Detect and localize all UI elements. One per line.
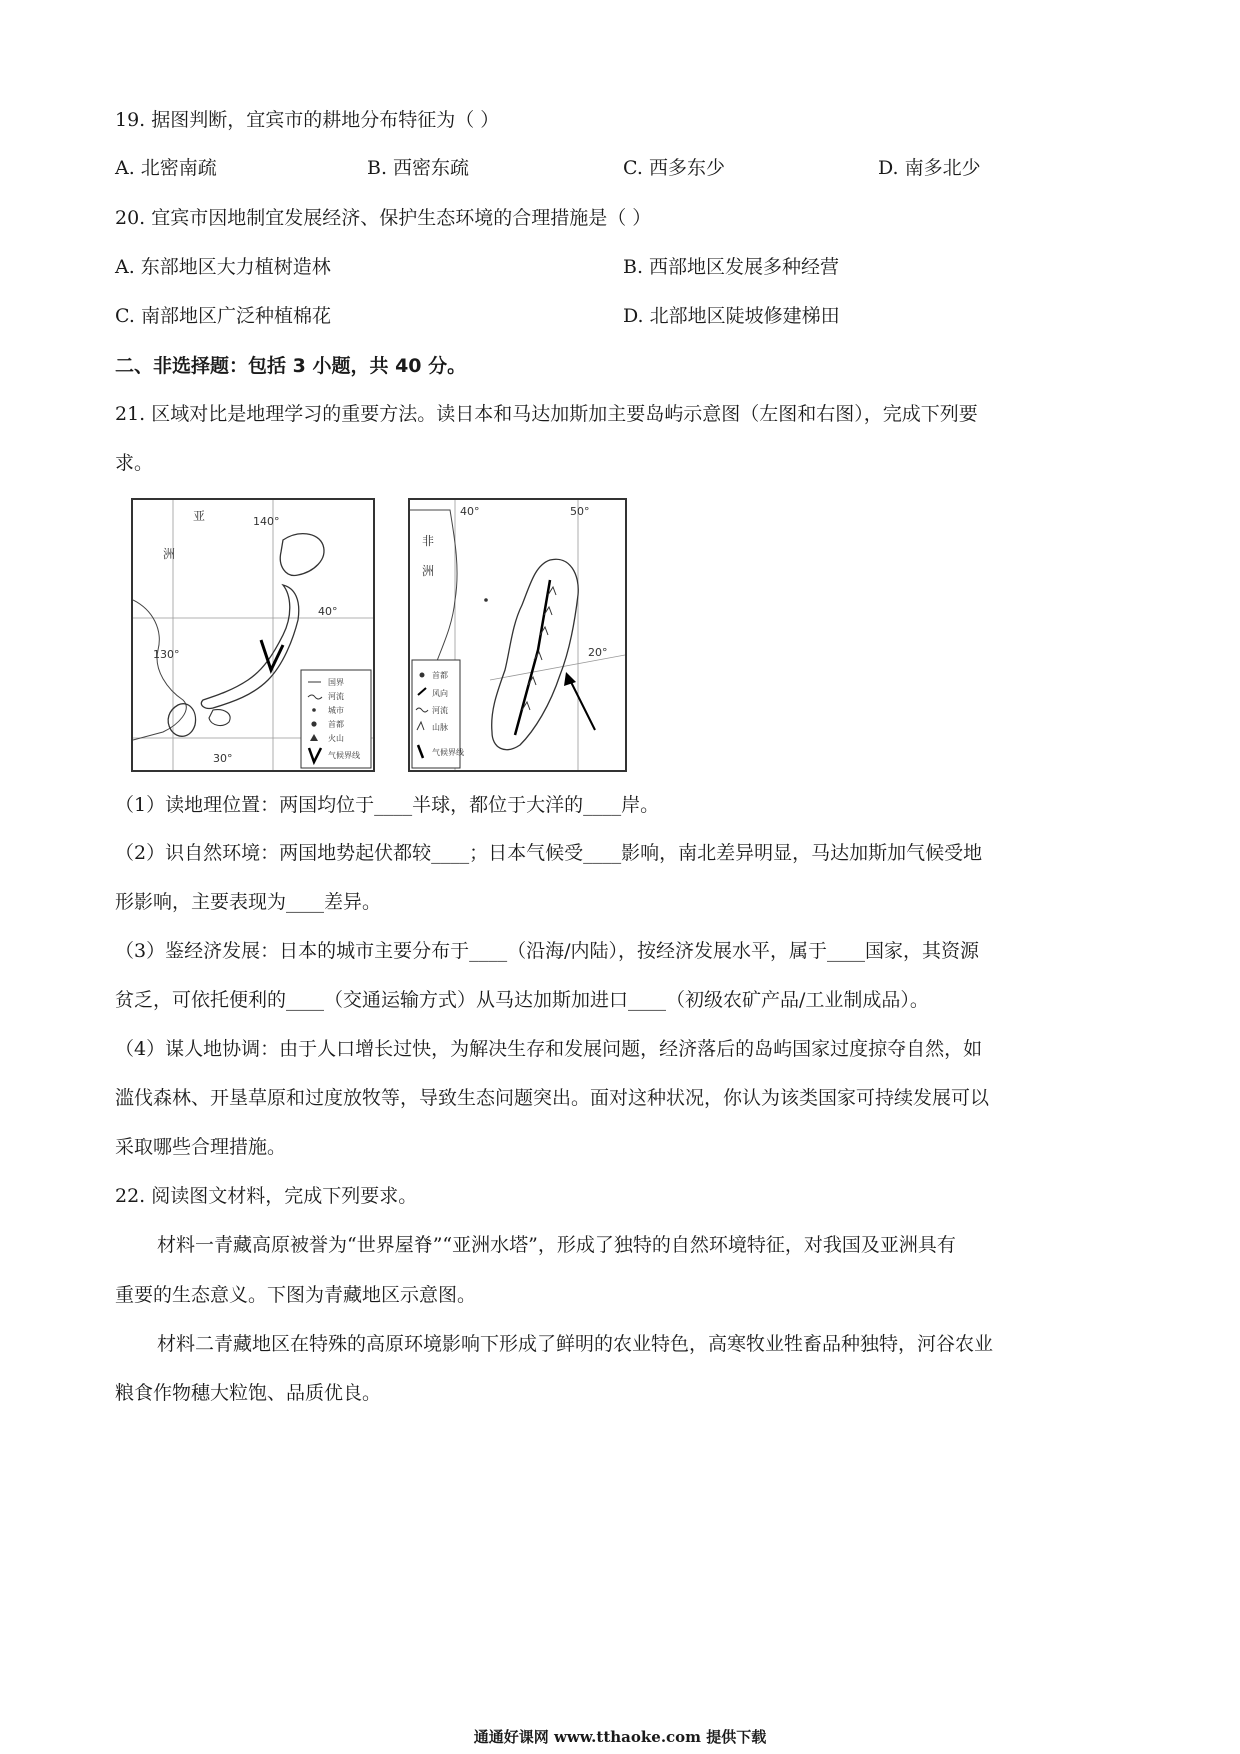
legend-border: 国界 bbox=[328, 678, 344, 687]
q20-option-b: B. 西部地区发展多种经营 bbox=[623, 256, 840, 278]
q21-part-4: （4）谋人地协调：由于人口增长过快，为解决生存和发展问题，经济落后的岛屿国家过度掠夺自然，如 bbox=[115, 1038, 983, 1060]
map-label-asia-1: 亚 bbox=[193, 509, 206, 523]
q22-material-1: 材料一青藏高原被誉为“世界屋脊”“亚洲水塔”，形成了独特的自然环境特征，对我国及亚洲具有 bbox=[157, 1234, 956, 1256]
japan-map bbox=[131, 498, 375, 772]
q20-stem: 20. 宜宾市因地制宜发展经济、保护生态环境的合理措施是（ ） bbox=[115, 207, 652, 229]
q19-stem: 19. 据图判断，宜宾市的耕地分布特征为（ ） bbox=[115, 109, 500, 131]
q21-part-4-cont2: 采取哪些合理措施。 bbox=[115, 1136, 287, 1158]
q22-material-2-cont: 粮食作物穗大粒饱、品质优良。 bbox=[115, 1382, 382, 1404]
legend-climate-line: 气候界线 bbox=[432, 748, 464, 757]
map-label-130: 130° bbox=[153, 648, 180, 661]
map-label-africa-1: 非 bbox=[422, 534, 435, 548]
map-label-asia-2: 洲 bbox=[163, 547, 176, 561]
legend-volcano: 火山 bbox=[328, 734, 344, 743]
map-label-50: 50° bbox=[570, 505, 590, 518]
legend-mountain: 山脉 bbox=[432, 723, 448, 732]
map-label-30: 30° bbox=[213, 752, 233, 765]
q22-stem: 22. 阅读图文材料，完成下列要求。 bbox=[115, 1185, 418, 1207]
q20-option-c: C. 南部地区广泛种植棉花 bbox=[115, 305, 331, 327]
map-label-40: 40° bbox=[318, 605, 338, 618]
map-label-40: 40° bbox=[460, 505, 480, 518]
q20-option-a: A. 东部地区大力植树造林 bbox=[115, 256, 331, 278]
q19-option-c: C. 西多东少 bbox=[623, 157, 725, 179]
q19-option-d: D. 南多北少 bbox=[878, 157, 981, 179]
q21-part-4-cont: 滥伐森林、开垦草原和过度放牧等，导致生态问题突出。面对这种状况，你认为该类国家可持续发展可以 bbox=[115, 1087, 990, 1109]
q21-part-2-cont: 形影响，主要表现为____差异。 bbox=[115, 891, 382, 913]
map-label-africa-2: 洲 bbox=[422, 564, 435, 578]
q21-stem: 21. 区域对比是地理学习的重要方法。读日本和马达加斯加主要岛屿示意图（左图和右图），完成下列要 bbox=[115, 403, 978, 425]
legend-climate-line: 气候界线 bbox=[328, 751, 360, 760]
q22-material-1-cont: 重要的生态意义。下图为青藏地区示意图。 bbox=[115, 1284, 477, 1306]
madagascar-map bbox=[408, 498, 627, 772]
q22-material-2: 材料二青藏地区在特殊的高原环境影响下形成了鲜明的农业特色，高寒牧业牲畜品种独特，河谷农业 bbox=[157, 1333, 994, 1355]
legend-city: 城市 bbox=[328, 706, 344, 715]
q21-part-3: （3）鉴经济发展：日本的城市主要分布于____（沿海/内陆），按经济发展水平，属于____国家，其资源 bbox=[115, 940, 979, 962]
q21-part-2: （2）识自然环境：两国地势起伏都较____；日本气候受____影响，南北差异明显，马达加斯加气候受地 bbox=[115, 842, 983, 864]
page-footer: 通通好课网 www.tthaoke.com 提供下载 bbox=[473, 1728, 767, 1746]
map-label-20: 20° bbox=[588, 646, 608, 659]
legend-river: 河流 bbox=[328, 692, 344, 701]
q19-option-b: B. 西密东疏 bbox=[367, 157, 470, 179]
q21-part-1: （1）读地理位置：两国均位于____半球，都位于大洋的____岸。 bbox=[115, 794, 660, 816]
legend-river: 河流 bbox=[432, 706, 448, 715]
legend-capital: 首都 bbox=[328, 720, 344, 729]
q20-option-d: D. 北部地区陡坡修建梯田 bbox=[623, 305, 840, 327]
legend-capital: 首都 bbox=[432, 671, 448, 680]
legend-wind: 风向 bbox=[432, 689, 448, 698]
map-label-140: 140° bbox=[253, 515, 280, 528]
q21-stem-cont: 求。 bbox=[115, 452, 154, 474]
section-2-title: 二、非选择题：包括 3 小题，共 40 分。 bbox=[115, 355, 467, 377]
q21-part-3-cont: 贫乏，可依托便利的____（交通运输方式）从马达加斯加进口____（初级农矿产品/工业制成品）。 bbox=[115, 989, 929, 1011]
q19-option-a: A. 北密南疏 bbox=[115, 157, 217, 179]
